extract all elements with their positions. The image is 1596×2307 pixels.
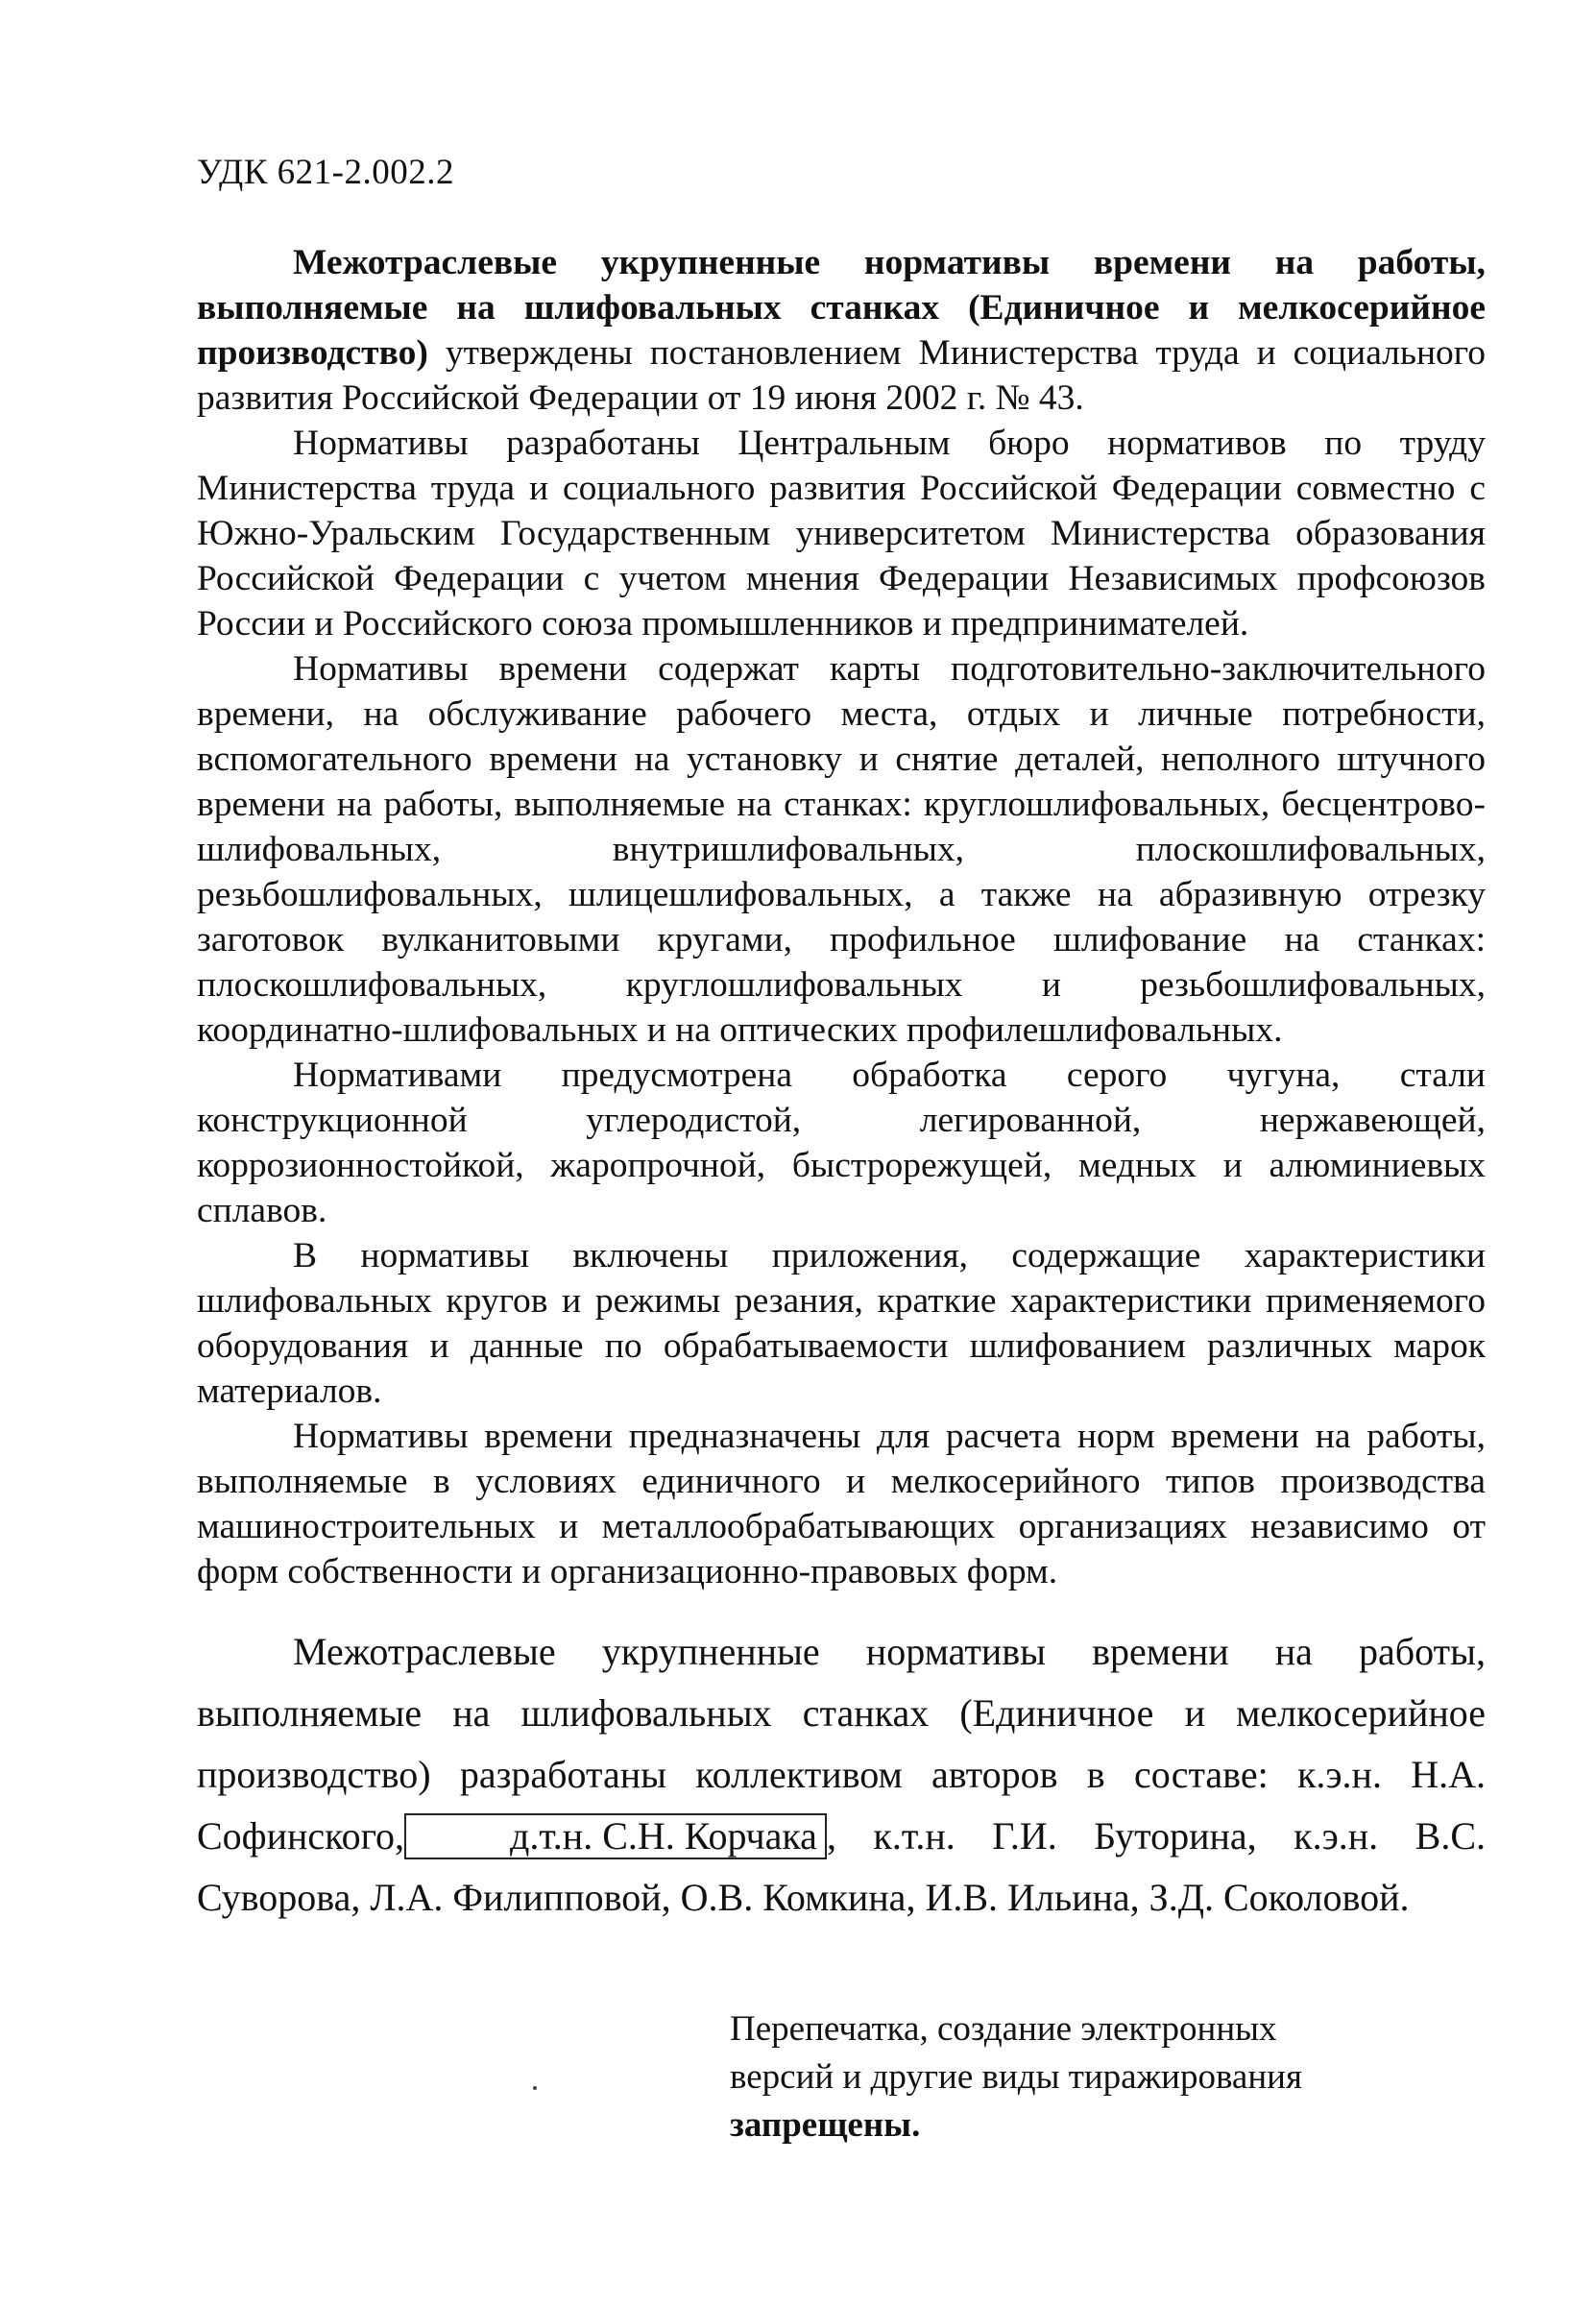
approval-text: утверждены постановлением Министерства труда и социального развития Российской Федерации от 19 июня 2002 г. № 43.: [197, 333, 1486, 418]
authors-rest: , к.т.н. Г.И. Буторина, к.э.н. В.С. Суворова, Л.А. Филипповой, О.В. Комкина, И.В. Ильина, З.Д. Соколовой.: [197, 1814, 1486, 1919]
udk-code: УДК 621-2.002.2: [197, 153, 454, 192]
body-text: [197, 240, 1486, 1594]
paragraph-authors: [197, 1621, 1486, 1929]
authors-intro: Межотраслевые укрупненные нормативы времени на работы, выполняемые на шлифовальных станках (Единичное и мелкосерийное производство) разработаны коллективом авторов в составе: к.э.н. Н.А. Софинского,: [197, 1630, 1486, 1858]
scan-speck: [533, 2086, 537, 2090]
paragraph-approval: [197, 240, 1486, 421]
authors-section: [197, 1621, 1486, 1929]
notice-line-2: версий и другие виды тиражирования: [730, 2057, 1302, 2097]
paragraph-purpose: Нормативы времени предназначены для расчета норм времени на работы, выполняемые в условиях единичного и мелкосерийного типов производства машиностроительных и металлообрабатывающих организациях независимо от форм собственности и организационно-правовых форм.: [197, 1417, 1486, 1591]
paragraph-materials: Нормативами предусмотрена обработка серого чугуна, стали конструкционной углеродистой, легированной, нержавеющей, коррозионностойкой, жаропрочной, быстрорежущей, медных и алюминиевых сплавов.: [197, 1056, 1486, 1230]
paragraph-appendices: В нормативы включены приложения, содержащие характеристики шлифовальных кругов и режимы резания, краткие характеристики применяемого оборудования и данные по обрабатываемости шлифованием различных марок материалов.: [197, 1236, 1486, 1411]
notice-line-1: Перепечатка, создание электронных: [730, 2009, 1277, 2049]
document-title: Межотраслевые укрупненные нормативы времени на работы, выполняемые на шлифовальных станках (Единичное и мелкосерийное производство): [197, 243, 1486, 373]
paragraph-developers: Нормативы разработаны Центральным бюро нормативов по труду Министерства труда и социального развития Российской Федерации совместно с Южно-Уральским Государственным университетом Министерства образования Российской Федерации с учетом мнения Федерации Независимых профсоюзов России и Российского союза промышленников и предпринимателей.: [197, 424, 1486, 644]
authors-boxed-name: д.т.н. С.Н. Корчака: [404, 1813, 827, 1859]
paragraph-contents: Нормативы времени содержат карты подготовительно-заключительного времени, на обслуживание рабочего места, отдых и личные потребности, вспомогательного времени на установку и снятие деталей, неполного штучного времени на работы, выполняемые на станках: круглошлифовальных, бесцентрово-шлифовальных, внутришлифовальных, плоскошлифовальных, резьбошлифовальных, шлицешлифовальных, а также на абразивную отрезку заготовок вулканитовыми кругами, профильное шлифование на станках: плоскошлифовальных, круглошлифовальных и резьбошлифовальных, координатно-шлифовальных и на оптических профилешлифовальных.: [197, 649, 1486, 1050]
notice-line-3: запрещены.: [730, 2105, 921, 2145]
copyright-notice: [730, 2005, 1402, 2149]
